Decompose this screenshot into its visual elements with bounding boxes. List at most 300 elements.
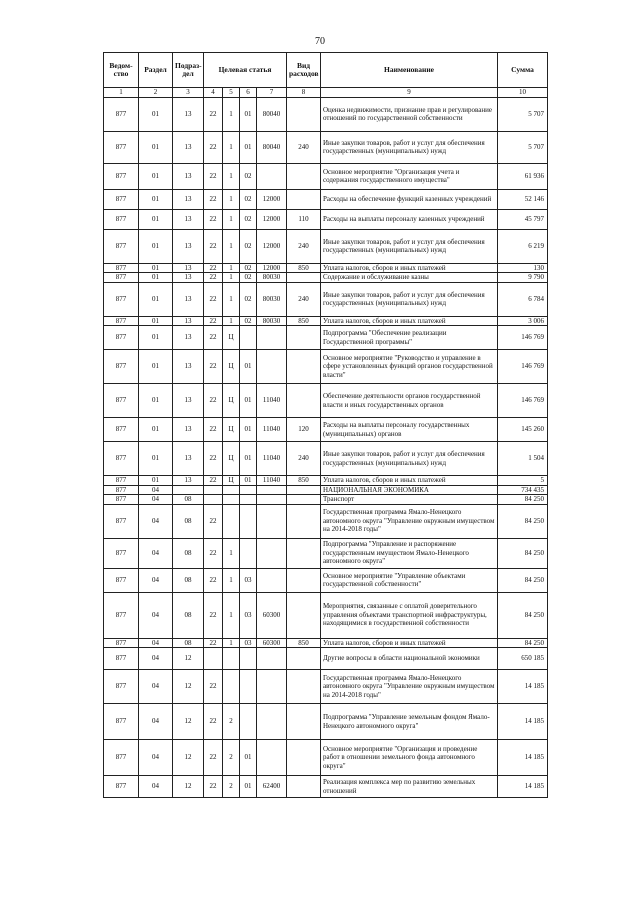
table-row bbox=[104, 648, 548, 670]
department-code: 877 bbox=[104, 538, 139, 568]
section-code: 01 bbox=[139, 282, 173, 316]
activity-code bbox=[240, 670, 257, 704]
direction-code bbox=[257, 163, 287, 189]
table-row bbox=[104, 670, 548, 704]
item-name: Основное мероприятие "Организация и проведение работ в отношении земельного фонда автономного округа" bbox=[321, 740, 498, 776]
subsection-code: 13 bbox=[173, 209, 204, 229]
section-code: 04 bbox=[139, 648, 173, 670]
item-name: Основное мероприятие "Организация учета и содержания государственного имущества" bbox=[321, 163, 498, 189]
expense-type-code bbox=[287, 384, 321, 418]
activity-code: 02 bbox=[240, 189, 257, 209]
direction-code: 11040 bbox=[257, 418, 287, 442]
expense-type-code: 240 bbox=[287, 442, 321, 476]
program-code: 22 bbox=[204, 592, 223, 638]
section-code: 04 bbox=[139, 638, 173, 648]
item-sum: 84 250 bbox=[498, 638, 548, 648]
program-code: 22 bbox=[204, 282, 223, 316]
item-name: Государственная программа Ямало-Ненецкого автономного округа "Управление окружным имуществом на 2014-2018 годы" bbox=[321, 670, 498, 704]
subprogram-code bbox=[223, 485, 240, 495]
expense-type-code: 850 bbox=[287, 316, 321, 326]
subsection-code: 08 bbox=[173, 638, 204, 648]
direction-code bbox=[257, 485, 287, 495]
subprogram-code: 1 bbox=[223, 316, 240, 326]
item-sum: 5 707 bbox=[498, 131, 548, 163]
item-name: Основное мероприятие "Управление объектами государственной собственности" bbox=[321, 568, 498, 592]
activity-code: 01 bbox=[240, 384, 257, 418]
subsection-code bbox=[173, 485, 204, 495]
section-code: 04 bbox=[139, 704, 173, 740]
program-code: 22 bbox=[204, 229, 223, 263]
column-number-row bbox=[104, 88, 548, 98]
page-number: 70 bbox=[315, 36, 325, 47]
subprogram-code bbox=[223, 648, 240, 670]
direction-code bbox=[257, 350, 287, 384]
direction-code: 12000 bbox=[257, 229, 287, 263]
program-code: 22 bbox=[204, 97, 223, 131]
item-name: Основное мероприятие "Руководство и управление в сфере установленных функций органов государственной власти" bbox=[321, 350, 498, 384]
subsection-code: 08 bbox=[173, 495, 204, 505]
table-body bbox=[104, 97, 548, 798]
activity-code bbox=[240, 704, 257, 740]
program-code bbox=[204, 485, 223, 495]
expense-type-code: 240 bbox=[287, 229, 321, 263]
column-number: 2 bbox=[139, 88, 173, 98]
section-code: 04 bbox=[139, 568, 173, 592]
activity-code: 01 bbox=[240, 776, 257, 798]
subprogram-code: 2 bbox=[223, 704, 240, 740]
department-code: 877 bbox=[104, 163, 139, 189]
subprogram-code: 1 bbox=[223, 97, 240, 131]
header-row bbox=[104, 53, 548, 88]
subsection-code: 12 bbox=[173, 670, 204, 704]
item-name: Уплата налогов, сборов и иных платежей bbox=[321, 263, 498, 273]
table-row bbox=[104, 326, 548, 350]
expense-type-code: 850 bbox=[287, 638, 321, 648]
program-code: 22 bbox=[204, 504, 223, 538]
direction-code: 11040 bbox=[257, 442, 287, 476]
item-name: Иные закупки товаров, работ и услуг для обеспечения государственных (муниципальных) нужд bbox=[321, 282, 498, 316]
item-name: Мероприятия, связанные с оплатой доверительного управления объектами транспортной инфраструктуры, находящимися в государственной собственности bbox=[321, 592, 498, 638]
table-row bbox=[104, 229, 548, 263]
expense-type-code: 240 bbox=[287, 282, 321, 316]
header-target-article: Целевая статья bbox=[204, 53, 287, 88]
table-row bbox=[104, 273, 548, 283]
subprogram-code: 2 bbox=[223, 740, 240, 776]
subsection-code: 13 bbox=[173, 418, 204, 442]
item-sum: 14 185 bbox=[498, 776, 548, 798]
item-name: Реализация комплекса мер по развитию земельных отношений bbox=[321, 776, 498, 798]
program-code bbox=[204, 495, 223, 505]
column-number: 6 bbox=[240, 88, 257, 98]
department-code: 877 bbox=[104, 316, 139, 326]
subprogram-code: 1 bbox=[223, 592, 240, 638]
activity-code: 01 bbox=[240, 97, 257, 131]
section-code: 01 bbox=[139, 442, 173, 476]
direction-code: 80030 bbox=[257, 316, 287, 326]
department-code: 877 bbox=[104, 740, 139, 776]
expense-type-code: 240 bbox=[287, 131, 321, 163]
section-code: 01 bbox=[139, 384, 173, 418]
subprogram-code: 1 bbox=[223, 538, 240, 568]
section-code: 04 bbox=[139, 776, 173, 798]
table-row bbox=[104, 592, 548, 638]
expense-type-code bbox=[287, 670, 321, 704]
program-code: 22 bbox=[204, 704, 223, 740]
program-code: 22 bbox=[204, 273, 223, 283]
direction-code: 80030 bbox=[257, 282, 287, 316]
item-sum: 145 260 bbox=[498, 418, 548, 442]
section-code: 04 bbox=[139, 670, 173, 704]
section-code: 01 bbox=[139, 273, 173, 283]
department-code: 877 bbox=[104, 776, 139, 798]
item-sum: 84 250 bbox=[498, 592, 548, 638]
subsection-code: 13 bbox=[173, 476, 204, 486]
department-code: 877 bbox=[104, 350, 139, 384]
section-code: 01 bbox=[139, 418, 173, 442]
section-code: 01 bbox=[139, 316, 173, 326]
direction-code bbox=[257, 326, 287, 350]
table-row bbox=[104, 97, 548, 131]
header-subsection: Подраз-дел bbox=[173, 53, 204, 88]
activity-code: 02 bbox=[240, 163, 257, 189]
program-code: 22 bbox=[204, 263, 223, 273]
item-sum: 84 250 bbox=[498, 504, 548, 538]
subprogram-code: 1 bbox=[223, 163, 240, 189]
item-name: Уплата налогов, сборов и иных платежей bbox=[321, 476, 498, 486]
item-name: Иные закупки товаров, работ и услуг для обеспечения государственных (муниципальных) нужд bbox=[321, 442, 498, 476]
expense-type-code: 110 bbox=[287, 209, 321, 229]
direction-code bbox=[257, 504, 287, 538]
subprogram-code: Ц bbox=[223, 418, 240, 442]
activity-code bbox=[240, 504, 257, 538]
program-code: 22 bbox=[204, 189, 223, 209]
department-code: 877 bbox=[104, 384, 139, 418]
subsection-code: 13 bbox=[173, 442, 204, 476]
subprogram-code: Ц bbox=[223, 476, 240, 486]
item-name: Расходы на обеспечение функций казенных учреждений bbox=[321, 189, 498, 209]
header-section: Раздел bbox=[139, 53, 173, 88]
department-code: 877 bbox=[104, 476, 139, 486]
table-row bbox=[104, 538, 548, 568]
section-code: 01 bbox=[139, 326, 173, 350]
department-code: 877 bbox=[104, 209, 139, 229]
header-sum: Сумма bbox=[498, 53, 548, 88]
department-code: 877 bbox=[104, 704, 139, 740]
direction-code: 60300 bbox=[257, 638, 287, 648]
item-sum: 84 250 bbox=[498, 495, 548, 505]
expense-type-code: 850 bbox=[287, 476, 321, 486]
subsection-code: 13 bbox=[173, 273, 204, 283]
item-name: Уплата налогов, сборов и иных платежей bbox=[321, 638, 498, 648]
item-sum: 9 790 bbox=[498, 273, 548, 283]
item-name: Подпрограмма "Управление и распоряжение государственным имуществом Ямало-Ненецкого автономного округа" bbox=[321, 538, 498, 568]
item-sum: 6 784 bbox=[498, 282, 548, 316]
subprogram-code bbox=[223, 495, 240, 505]
expense-type-code bbox=[287, 538, 321, 568]
expense-type-code bbox=[287, 592, 321, 638]
subprogram-code: 1 bbox=[223, 273, 240, 283]
item-name: Транспорт bbox=[321, 495, 498, 505]
program-code: 22 bbox=[204, 316, 223, 326]
activity-code bbox=[240, 538, 257, 568]
department-code: 877 bbox=[104, 326, 139, 350]
table-row bbox=[104, 495, 548, 505]
item-sum: 1 504 bbox=[498, 442, 548, 476]
direction-code: 11040 bbox=[257, 476, 287, 486]
header-name: Наименование bbox=[321, 53, 498, 88]
item-sum: 84 250 bbox=[498, 568, 548, 592]
subprogram-code: 1 bbox=[223, 189, 240, 209]
subsection-code: 13 bbox=[173, 350, 204, 384]
item-name: Иные закупки товаров, работ и услуг для обеспечения государственных (муниципальных) нужд bbox=[321, 229, 498, 263]
item-sum: 734 435 bbox=[498, 485, 548, 495]
subprogram-code: 1 bbox=[223, 638, 240, 648]
subprogram-code: Ц bbox=[223, 326, 240, 350]
activity-code: 03 bbox=[240, 592, 257, 638]
column-number: 5 bbox=[223, 88, 240, 98]
department-code: 877 bbox=[104, 273, 139, 283]
department-code: 877 bbox=[104, 131, 139, 163]
table-row bbox=[104, 568, 548, 592]
direction-code: 80040 bbox=[257, 131, 287, 163]
department-code: 877 bbox=[104, 97, 139, 131]
activity-code: 03 bbox=[240, 638, 257, 648]
section-code: 01 bbox=[139, 476, 173, 486]
table-row bbox=[104, 189, 548, 209]
table-row bbox=[104, 504, 548, 538]
direction-code: 80030 bbox=[257, 273, 287, 283]
subprogram-code: 1 bbox=[223, 568, 240, 592]
activity-code: 02 bbox=[240, 263, 257, 273]
expense-type-code bbox=[287, 504, 321, 538]
item-sum: 45 797 bbox=[498, 209, 548, 229]
item-name: Содержание и обслуживание казны bbox=[321, 273, 498, 283]
section-code: 01 bbox=[139, 263, 173, 273]
department-code: 877 bbox=[104, 504, 139, 538]
expense-type-code bbox=[287, 350, 321, 384]
section-code: 01 bbox=[139, 229, 173, 263]
subsection-code: 13 bbox=[173, 282, 204, 316]
subprogram-code: 1 bbox=[223, 131, 240, 163]
subprogram-code: Ц bbox=[223, 442, 240, 476]
activity-code bbox=[240, 648, 257, 670]
program-code: 22 bbox=[204, 568, 223, 592]
subsection-code: 08 bbox=[173, 568, 204, 592]
table-row bbox=[104, 316, 548, 326]
column-number: 1 bbox=[104, 88, 139, 98]
column-number: 8 bbox=[287, 88, 321, 98]
department-code: 877 bbox=[104, 282, 139, 316]
subprogram-code: 1 bbox=[223, 263, 240, 273]
item-sum: 130 bbox=[498, 263, 548, 273]
table-row bbox=[104, 704, 548, 740]
subsection-code: 13 bbox=[173, 189, 204, 209]
header-expense-type: Вид расходов bbox=[287, 53, 321, 88]
direction-code: 12000 bbox=[257, 189, 287, 209]
direction-code bbox=[257, 538, 287, 568]
activity-code: 01 bbox=[240, 131, 257, 163]
item-sum: 14 185 bbox=[498, 740, 548, 776]
department-code: 877 bbox=[104, 670, 139, 704]
subsection-code: 13 bbox=[173, 316, 204, 326]
program-code: 22 bbox=[204, 538, 223, 568]
expense-type-code bbox=[287, 776, 321, 798]
expense-type-code: 850 bbox=[287, 263, 321, 273]
section-code: 04 bbox=[139, 485, 173, 495]
program-code: 22 bbox=[204, 209, 223, 229]
subsection-code: 13 bbox=[173, 384, 204, 418]
subsection-code: 12 bbox=[173, 704, 204, 740]
expense-type-code bbox=[287, 648, 321, 670]
department-code: 877 bbox=[104, 229, 139, 263]
activity-code: 02 bbox=[240, 209, 257, 229]
activity-code: 02 bbox=[240, 229, 257, 263]
program-code: 22 bbox=[204, 476, 223, 486]
expense-type-code bbox=[287, 485, 321, 495]
subsection-code: 12 bbox=[173, 740, 204, 776]
direction-code bbox=[257, 670, 287, 704]
table-row bbox=[104, 131, 548, 163]
section-code: 01 bbox=[139, 163, 173, 189]
item-name: Расходы на выплаты персоналу государственных (муниципальных) органов bbox=[321, 418, 498, 442]
expense-type-code bbox=[287, 326, 321, 350]
item-name: Подпрограмма "Обеспечение реализации Государственной программы" bbox=[321, 326, 498, 350]
program-code: 22 bbox=[204, 740, 223, 776]
table-row bbox=[104, 485, 548, 495]
direction-code: 80040 bbox=[257, 97, 287, 131]
table-row bbox=[104, 740, 548, 776]
item-name: Расходы на выплаты персоналу казенных учреждений bbox=[321, 209, 498, 229]
department-code: 877 bbox=[104, 418, 139, 442]
activity-code: 01 bbox=[240, 476, 257, 486]
item-sum: 5 bbox=[498, 476, 548, 486]
item-name: Уплата налогов, сборов и иных платежей bbox=[321, 316, 498, 326]
item-sum: 52 146 bbox=[498, 189, 548, 209]
table-row bbox=[104, 476, 548, 486]
subprogram-code: 2 bbox=[223, 776, 240, 798]
column-number: 9 bbox=[321, 88, 498, 98]
column-number: 7 bbox=[257, 88, 287, 98]
column-number: 4 bbox=[204, 88, 223, 98]
item-name: Другие вопросы в области национальной экономики bbox=[321, 648, 498, 670]
section-code: 04 bbox=[139, 592, 173, 638]
direction-code bbox=[257, 648, 287, 670]
subprogram-code: 1 bbox=[223, 209, 240, 229]
item-name: Обеспечение деятельности органов государственной власти и иных государственных органов bbox=[321, 384, 498, 418]
subsection-code: 12 bbox=[173, 776, 204, 798]
section-code: 04 bbox=[139, 740, 173, 776]
subprogram-code bbox=[223, 504, 240, 538]
expense-type-code bbox=[287, 704, 321, 740]
expense-type-code bbox=[287, 568, 321, 592]
expense-type-code bbox=[287, 163, 321, 189]
subsection-code: 13 bbox=[173, 229, 204, 263]
table-row bbox=[104, 282, 548, 316]
subsection-code: 13 bbox=[173, 326, 204, 350]
subsection-code: 08 bbox=[173, 592, 204, 638]
item-sum: 84 250 bbox=[498, 538, 548, 568]
item-sum: 14 185 bbox=[498, 670, 548, 704]
section-code: 04 bbox=[139, 538, 173, 568]
expense-type-code bbox=[287, 495, 321, 505]
department-code: 877 bbox=[104, 263, 139, 273]
item-name: НАЦИОНАЛЬНАЯ ЭКОНОМИКА bbox=[321, 485, 498, 495]
program-code bbox=[204, 648, 223, 670]
department-code: 877 bbox=[104, 638, 139, 648]
section-code: 01 bbox=[139, 189, 173, 209]
activity-code: 01 bbox=[240, 350, 257, 384]
direction-code: 62400 bbox=[257, 776, 287, 798]
program-code: 22 bbox=[204, 384, 223, 418]
department-code: 877 bbox=[104, 592, 139, 638]
item-sum: 3 006 bbox=[498, 316, 548, 326]
table-row bbox=[104, 776, 548, 798]
section-code: 01 bbox=[139, 97, 173, 131]
table-row bbox=[104, 163, 548, 189]
item-sum: 146 769 bbox=[498, 384, 548, 418]
item-sum: 5 707 bbox=[498, 97, 548, 131]
item-name: Государственная программа Ямало-Ненецкого автономного округа "Управление окружным имуществом на 2014-2018 годы" bbox=[321, 504, 498, 538]
subprogram-code: Ц bbox=[223, 384, 240, 418]
section-code: 01 bbox=[139, 131, 173, 163]
direction-code bbox=[257, 704, 287, 740]
subprogram-code: Ц bbox=[223, 350, 240, 384]
item-sum: 61 936 bbox=[498, 163, 548, 189]
department-code: 877 bbox=[104, 189, 139, 209]
subprogram-code: 1 bbox=[223, 282, 240, 316]
subsection-code: 08 bbox=[173, 504, 204, 538]
subsection-code: 13 bbox=[173, 263, 204, 273]
item-sum: 146 769 bbox=[498, 326, 548, 350]
expense-type-code bbox=[287, 740, 321, 776]
activity-code: 03 bbox=[240, 568, 257, 592]
direction-code bbox=[257, 568, 287, 592]
activity-code: 01 bbox=[240, 740, 257, 776]
subsection-code: 13 bbox=[173, 97, 204, 131]
item-sum: 650 185 bbox=[498, 648, 548, 670]
direction-code bbox=[257, 740, 287, 776]
expense-type-code: 120 bbox=[287, 418, 321, 442]
direction-code bbox=[257, 495, 287, 505]
budget-table bbox=[103, 52, 548, 798]
table-row bbox=[104, 442, 548, 476]
direction-code: 11040 bbox=[257, 384, 287, 418]
item-name: Подпрограмма "Управление земельным фондом Ямало-Ненецкого автономного округа" bbox=[321, 704, 498, 740]
activity-code: 02 bbox=[240, 316, 257, 326]
activity-code: 01 bbox=[240, 418, 257, 442]
section-code: 04 bbox=[139, 495, 173, 505]
item-name: Оценка недвижимости, признание прав и регулирование отношений по государственной собственности bbox=[321, 97, 498, 131]
activity-code bbox=[240, 485, 257, 495]
program-code: 22 bbox=[204, 418, 223, 442]
program-code: 22 bbox=[204, 638, 223, 648]
program-code: 22 bbox=[204, 670, 223, 704]
department-code: 877 bbox=[104, 568, 139, 592]
item-sum: 14 185 bbox=[498, 704, 548, 740]
activity-code: 02 bbox=[240, 282, 257, 316]
program-code: 22 bbox=[204, 131, 223, 163]
section-code: 01 bbox=[139, 350, 173, 384]
program-code: 22 bbox=[204, 163, 223, 189]
table-row bbox=[104, 263, 548, 273]
activity-code bbox=[240, 495, 257, 505]
program-code: 22 bbox=[204, 442, 223, 476]
table-row bbox=[104, 384, 548, 418]
subsection-code: 13 bbox=[173, 131, 204, 163]
department-code: 877 bbox=[104, 495, 139, 505]
expense-type-code bbox=[287, 189, 321, 209]
column-number: 3 bbox=[173, 88, 204, 98]
